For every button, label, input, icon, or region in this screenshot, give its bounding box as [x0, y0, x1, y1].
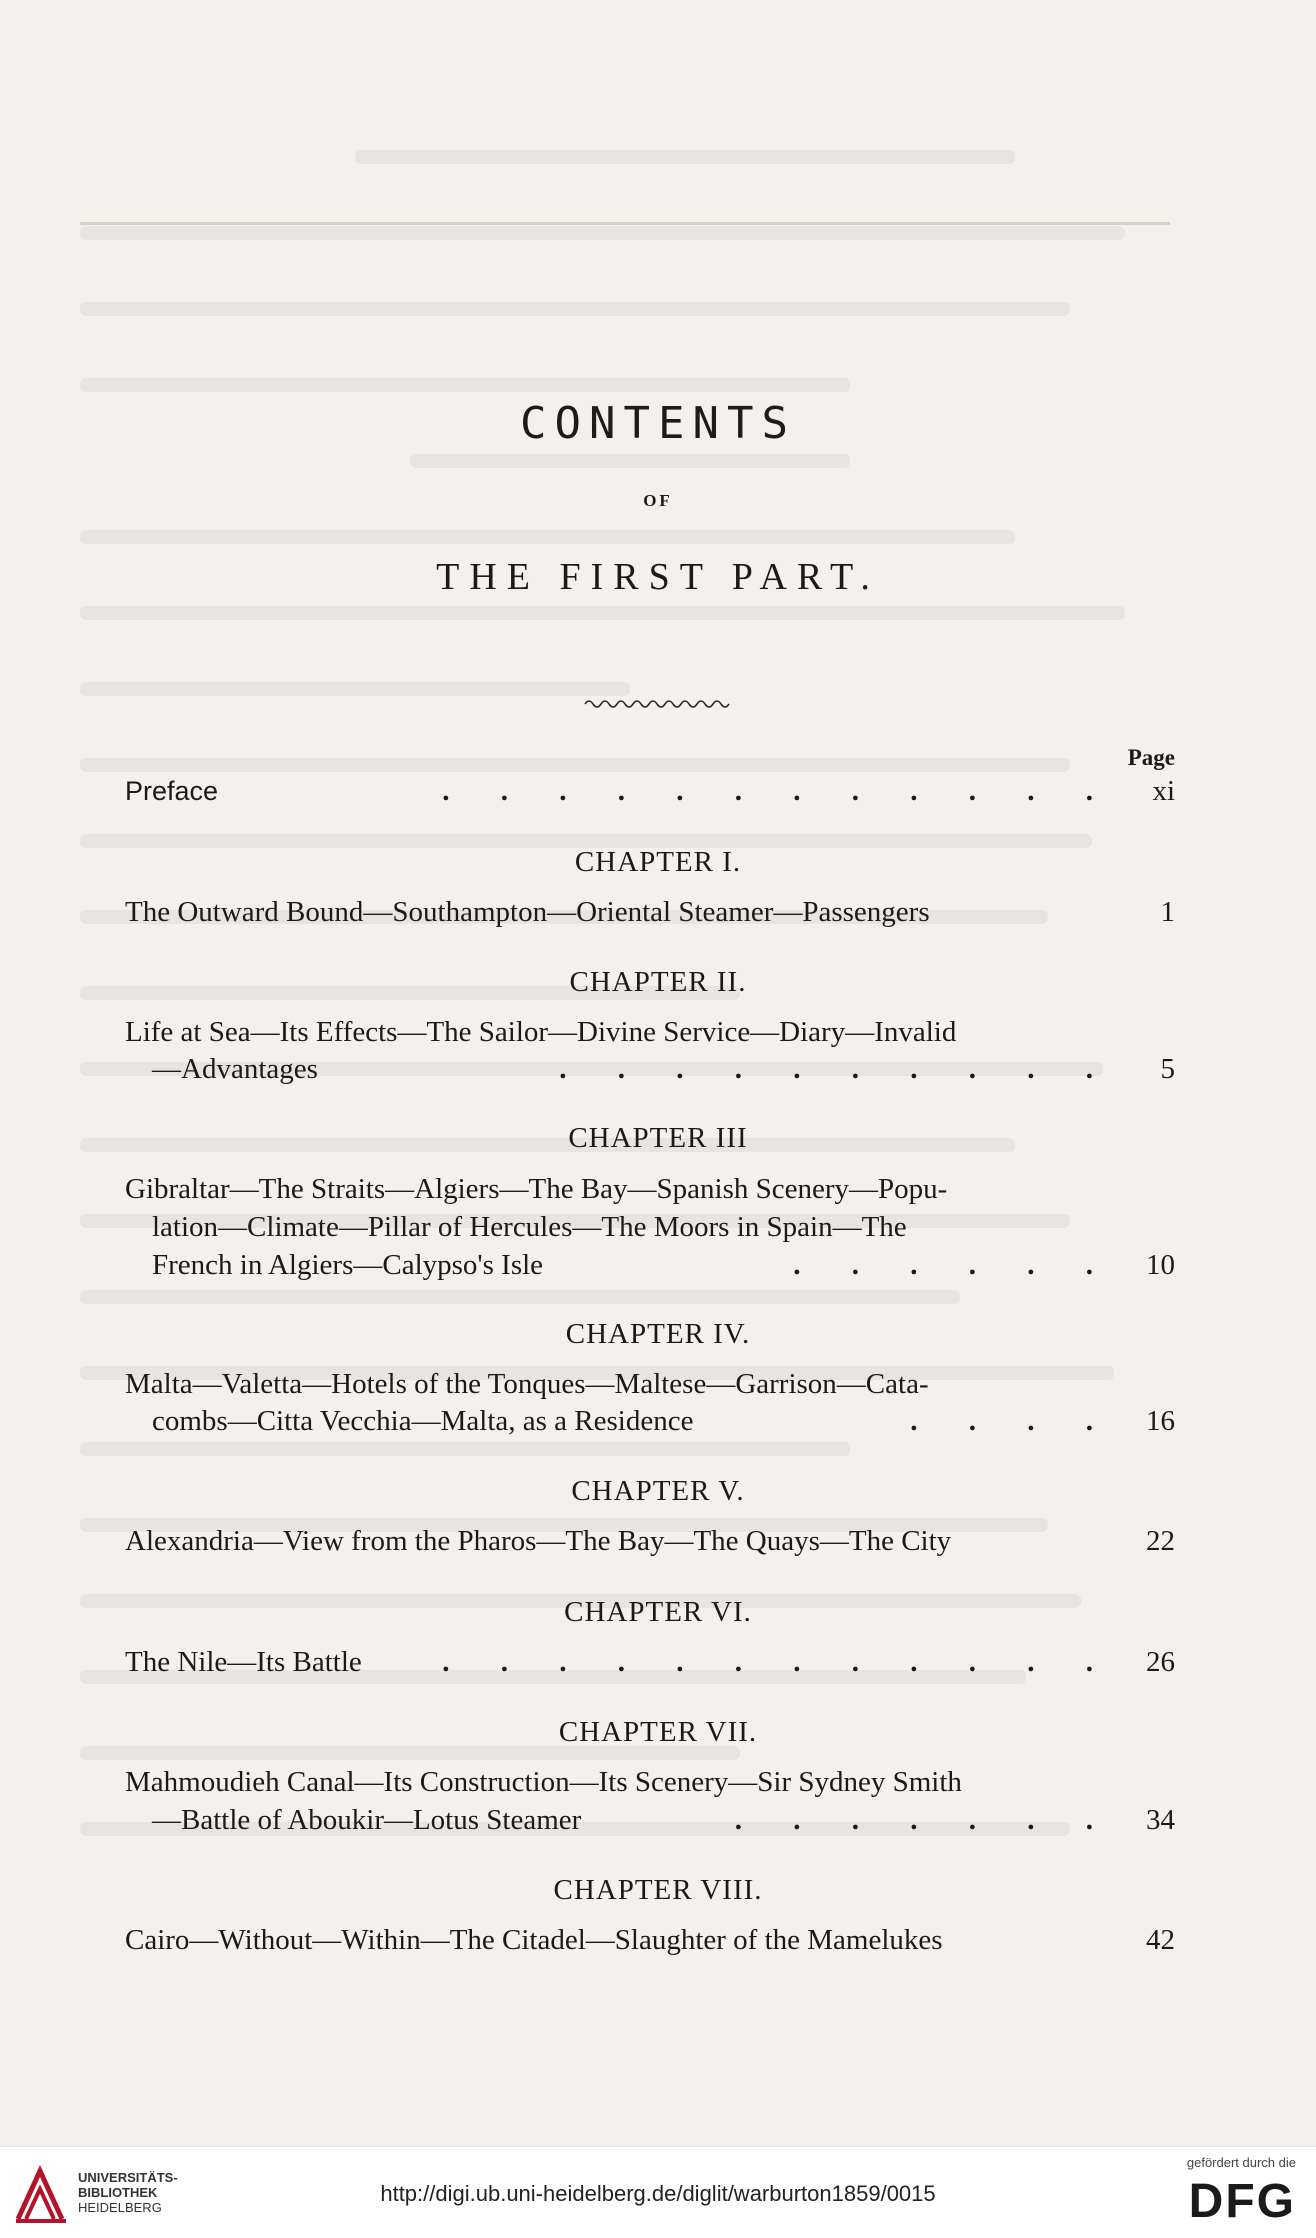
dot-leader: . . . . . . . . . .	[559, 1053, 1115, 1085]
toc-entry-chapter-8[interactable]	[125, 1921, 1175, 1959]
toc-page-number: 26	[1146, 1646, 1175, 1678]
toc-entry-chapter-4[interactable]	[125, 1365, 1175, 1403]
dot-leader: . . . . . .	[793, 1249, 1115, 1281]
wavy-ornament-icon	[583, 694, 733, 714]
toc-page-number: 1	[1160, 896, 1175, 928]
toc-entry-text: Malta—Valetta—Hotels of the Tonques—Maltese—Garrison—Cata-	[125, 1368, 929, 1400]
chapter-heading: CHAPTER VII.	[558, 1716, 758, 1748]
toc-entry-chapter-3-line-3[interactable]	[152, 1246, 1175, 1284]
chapter-heading: CHAPTER II.	[569, 966, 747, 998]
chapter-heading: CHAPTER I.	[574, 846, 742, 878]
permalink-url[interactable]: http://digi.ub.uni-heidelberg.de/diglit/warburton1859/0015	[380, 2181, 936, 2206]
toc-page-number: 5	[1160, 1053, 1175, 1085]
chapter-heading: CHAPTER V.	[571, 1475, 745, 1507]
toc-entry-text: Alexandria—View from the Pharos—The Bay—The Quays—The City	[125, 1525, 952, 1557]
toc-entry-text: combs—Citta Vecchia—Malta, as a Residence	[152, 1405, 694, 1437]
toc-page-number: 16	[1146, 1405, 1175, 1437]
toc-entry-chapter-7[interactable]	[125, 1763, 1175, 1801]
toc-entry-chapter-2[interactable]	[125, 1013, 1175, 1051]
toc-entry-text: French in Algiers—Calypso's Isle	[152, 1249, 544, 1281]
dot-leader: . . . . . . . . . . . .	[442, 775, 1115, 807]
toc-page-number: 10	[1146, 1249, 1175, 1281]
toc-entry-text: Gibraltar—The Straits—Algiers—The Bay—Spanish Scenery—Popu-	[125, 1173, 948, 1205]
toc-entry-text: Cairo—Without—Within—The Citadel—Slaughter of the Mamelukes	[125, 1924, 943, 1956]
toc-entry-chapter-3[interactable]	[125, 1170, 1175, 1208]
dfg-logo[interactable]: DFG	[1188, 2175, 1296, 2228]
toc-entry-text: —Advantages	[152, 1053, 318, 1085]
toc-page-number: xi	[1152, 775, 1175, 807]
toc-page-number: 42	[1146, 1924, 1175, 1956]
toc-entry-text: Preface	[125, 776, 219, 806]
page-subtitle: THE FIRST PART.	[436, 556, 880, 598]
toc-entry-text: —Battle of Aboukir—Lotus Steamer	[152, 1804, 582, 1836]
chapter-heading: CHAPTER VI.	[564, 1596, 752, 1628]
toc-entry-chapter-4-continued[interactable]	[152, 1402, 1175, 1440]
chapter-heading: CHAPTER VIII.	[553, 1874, 763, 1906]
toc-entry-text: lation—Climate—Pillar of Hercules—The Moors in Spain—The	[152, 1211, 907, 1243]
funding-note: gefördert durch die	[1186, 2155, 1296, 2170]
toc-entry-chapter-5[interactable]	[125, 1522, 1175, 1560]
toc-entry-chapter-6[interactable]	[125, 1643, 1175, 1681]
toc-entry-text: Life at Sea—Its Effects—The Sailor—Divine Service—Diary—Invalid	[125, 1016, 957, 1048]
viewer-footer	[0, 2146, 1316, 2238]
toc-entry-chapter-7-continued[interactable]	[152, 1801, 1175, 1839]
institution-name[interactable]: UNIVERSITÄTS- BIBLIOTHEK HEIDELBERG	[78, 2170, 178, 2215]
toc-entry-preface[interactable]	[125, 772, 1175, 810]
toc-page-number: 22	[1146, 1525, 1175, 1557]
toc-entry-text: Mahmoudieh Canal—Its Construction—Its Scenery—Sir Sydney Smith	[125, 1766, 962, 1798]
dot-leader: . . . . . . .	[734, 1804, 1115, 1836]
dot-leader: . . . .	[910, 1405, 1115, 1437]
title-connector: OF	[643, 491, 673, 510]
chapter-heading: CHAPTER III	[568, 1122, 748, 1154]
page-column-label: Page	[1127, 745, 1175, 770]
toc-entry-chapter-2-continued[interactable]	[152, 1050, 1175, 1088]
toc-page-number: 34	[1146, 1804, 1175, 1836]
chapter-heading: CHAPTER IV.	[565, 1318, 751, 1350]
toc-entry-chapter-1[interactable]	[125, 893, 1175, 931]
dot-leader: . . . . . . . . . . . .	[442, 1646, 1115, 1678]
running-head-rule	[80, 222, 1170, 225]
toc-entry-text: The Nile—Its Battle	[125, 1646, 362, 1678]
toc-entry-chapter-3-line-2[interactable]	[152, 1208, 1175, 1246]
page-title: CONTENTS	[520, 398, 796, 449]
toc-entry-text: The Outward Bound—Southampton—Oriental Steamer—Passengers	[125, 896, 930, 928]
